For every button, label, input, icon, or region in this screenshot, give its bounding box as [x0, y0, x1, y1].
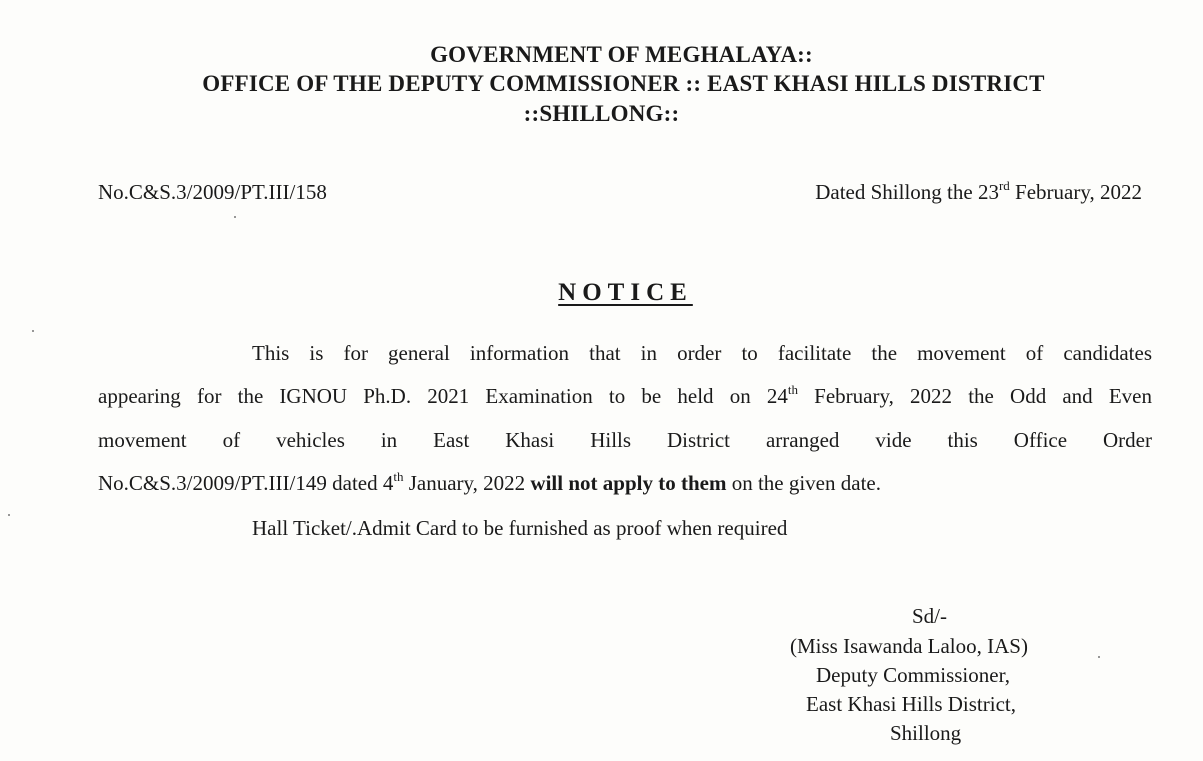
- p1-line4-bold: will not apply to them: [530, 471, 727, 495]
- header-government: GOVERNMENT OF MEGHALAYA::: [430, 42, 813, 67]
- dated-ordinal: rd: [998, 178, 1010, 193]
- header-city: ::SHILLONG::: [523, 101, 680, 126]
- dated-line: [815, 180, 1142, 205]
- p1-line2-text-a: appearing for the IGNOU Ph.D. 2021 Examination to be held on 24: [98, 384, 788, 408]
- paragraph1-line2: [98, 384, 1152, 409]
- reference-number: No.C&S.3/2009/PT.III/158: [98, 180, 327, 204]
- dated-suffix: February, 2022: [1009, 180, 1142, 204]
- paragraph1-line4: [98, 471, 881, 496]
- p1-line2-ordinal: th: [787, 382, 799, 397]
- scan-speck: [234, 216, 236, 218]
- notice-title: NOTICE: [558, 279, 693, 306]
- p1-line2-text-b: February, 2022 the Odd and Even: [798, 384, 1152, 408]
- signatory-place: Shillong: [890, 721, 962, 745]
- p1-line4-text-b: January, 2022: [403, 471, 531, 495]
- dated-prefix: Dated Shillong the 23: [815, 180, 999, 204]
- scan-speck: [32, 330, 34, 332]
- p1-line4-text-c: on the given date.: [726, 471, 881, 495]
- p1-line4-ordinal: th: [393, 469, 404, 484]
- scan-speck: [8, 514, 10, 516]
- p1-line4-text-a: No.C&S.3/2009/PT.III/149 dated 4: [98, 471, 394, 495]
- paragraph2: Hall Ticket/.Admit Card to be furnished as proof when required: [252, 516, 788, 540]
- signatory-name: (Miss Isawanda Laloo, IAS): [790, 634, 1028, 658]
- signature-sd: Sd/-: [912, 604, 948, 628]
- scan-speck: [1098, 656, 1100, 658]
- signatory-designation: Deputy Commissioner,: [816, 663, 1010, 687]
- paragraph1-line3: movement of vehicles in East Khasi Hills District arranged vide this Office Order: [98, 428, 1152, 452]
- paragraph1-line1: This is for general information that in order to facilitate the movement of candidates: [252, 341, 1152, 365]
- header-office: OFFICE OF THE DEPUTY COMMISSIONER :: EAST KHASI HILLS DISTRICT: [202, 71, 1045, 96]
- signatory-district: East Khasi Hills District,: [806, 692, 1016, 716]
